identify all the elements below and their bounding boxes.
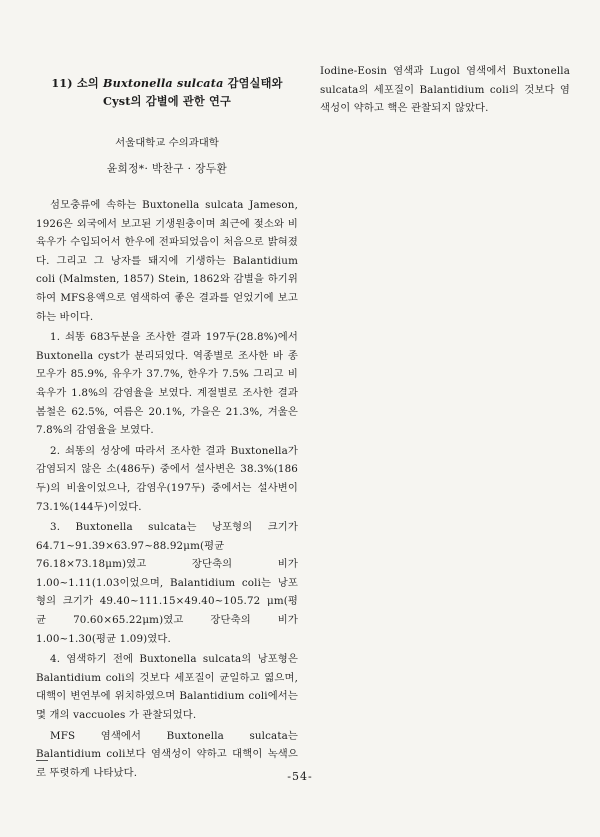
abstract-body [36, 196, 298, 782]
article-title [36, 74, 298, 110]
title-prefix: 11) 소의 [51, 76, 103, 90]
paragraph-result-2: 2. 쇠똥의 성상에 따라서 조사한 결과 Buxtonella가 감염되지 않은 소(486두) 중에서 설사변은 38.3%(186두)의 비율이었으나, 감염우(197두) 중에서는 설사변이 73.1%(144두)이었다. [36, 444, 298, 513]
paragraph-intro: 섬모충류에 속하는 Buxtonella sulcata Jameson, 1926은 외국에서 보고된 기생원충이며 최근에 젖소와 비육우가 수입되어서 한우에 전파되었음이 처음으로 밝혀졌다. 그리고 그 낭자를 돼지에 기생하는 Balantidium coli (Malmsten, 1857) Stein, 1862와 감별을 하기위하여 MFS용액으로 염색하여 좋은 결과를 얻었기에 보고하는 바이다. [36, 199, 298, 323]
paragraph-result-1: 1. 쇠똥 683두분을 조사한 결과 197두(28.8%)에서 Buxtonella cyst가 분리되었다. 역종별로 조사한 바 종모우가 85.9%, 유우가 37.7%, 한우가 7.5% 그리고 비육우가 1.8%의 감염율을 보였다. 계절별로 조사한 결과 봄철은 62.5%, 여름은 20.1%, 가을은 21.3%, 겨울은 7.8%의 감염율을 보였다. [36, 331, 298, 437]
right-column [320, 62, 570, 120]
paragraph-result-4: 4. 염색하기 전에 Buxtonella sulcata의 낭포형은 Balantidium coli의 것보다 세포질이 균일하고 엷으며, 대핵이 변연부에 위치하였으며 Balantidium coli에서는 몇 개의 vaccuoles 가 관찰되었다. [36, 653, 298, 722]
page-number: -54- [287, 770, 313, 783]
title-suffix: 감염실태와 [223, 76, 283, 90]
affiliation: 서울대학교 수의과대학 [115, 137, 219, 149]
left-column [36, 70, 298, 784]
footnote-rule [36, 760, 48, 761]
paragraph-result-3: 3. Buxtonella sulcata는 낭포형의 크기가 64.71~91.39×63.97~88.92μm(평균 76.18×73.18μm)였고 장단축의 비가 1.00~1.11(1.03이었으며, Balantidium coli는 낭포형의 크기가 49.40~111.15×49.40~105.72 μm(평균 70.60×65.22μm)였고 장단축의 비가 1.00~1.30(평균 1.09)였다. [36, 521, 298, 645]
paragraph-iodine-eosin: Iodine-Eosin 염색과 Lugol 염색에서 Buxtonella sulcata의 세포질이 Balantidium coli의 것보다 염색성이 약하고 핵은 관찰되지 않았다. [320, 65, 570, 115]
title-species: Buxtonella sulcata [102, 76, 224, 90]
authors: 윤희정*· 박찬구 · 장두환 [106, 163, 228, 175]
paragraph-mfs-stain: MFS 염색에서 Buxtonella sulcata는 Balantidium coli보다 염색성이 약하고 대핵이 녹색으로 뚜렷하게 나타났다. [36, 729, 298, 779]
title-line-2: Cyst의 감별에 관한 연구 [102, 94, 231, 108]
